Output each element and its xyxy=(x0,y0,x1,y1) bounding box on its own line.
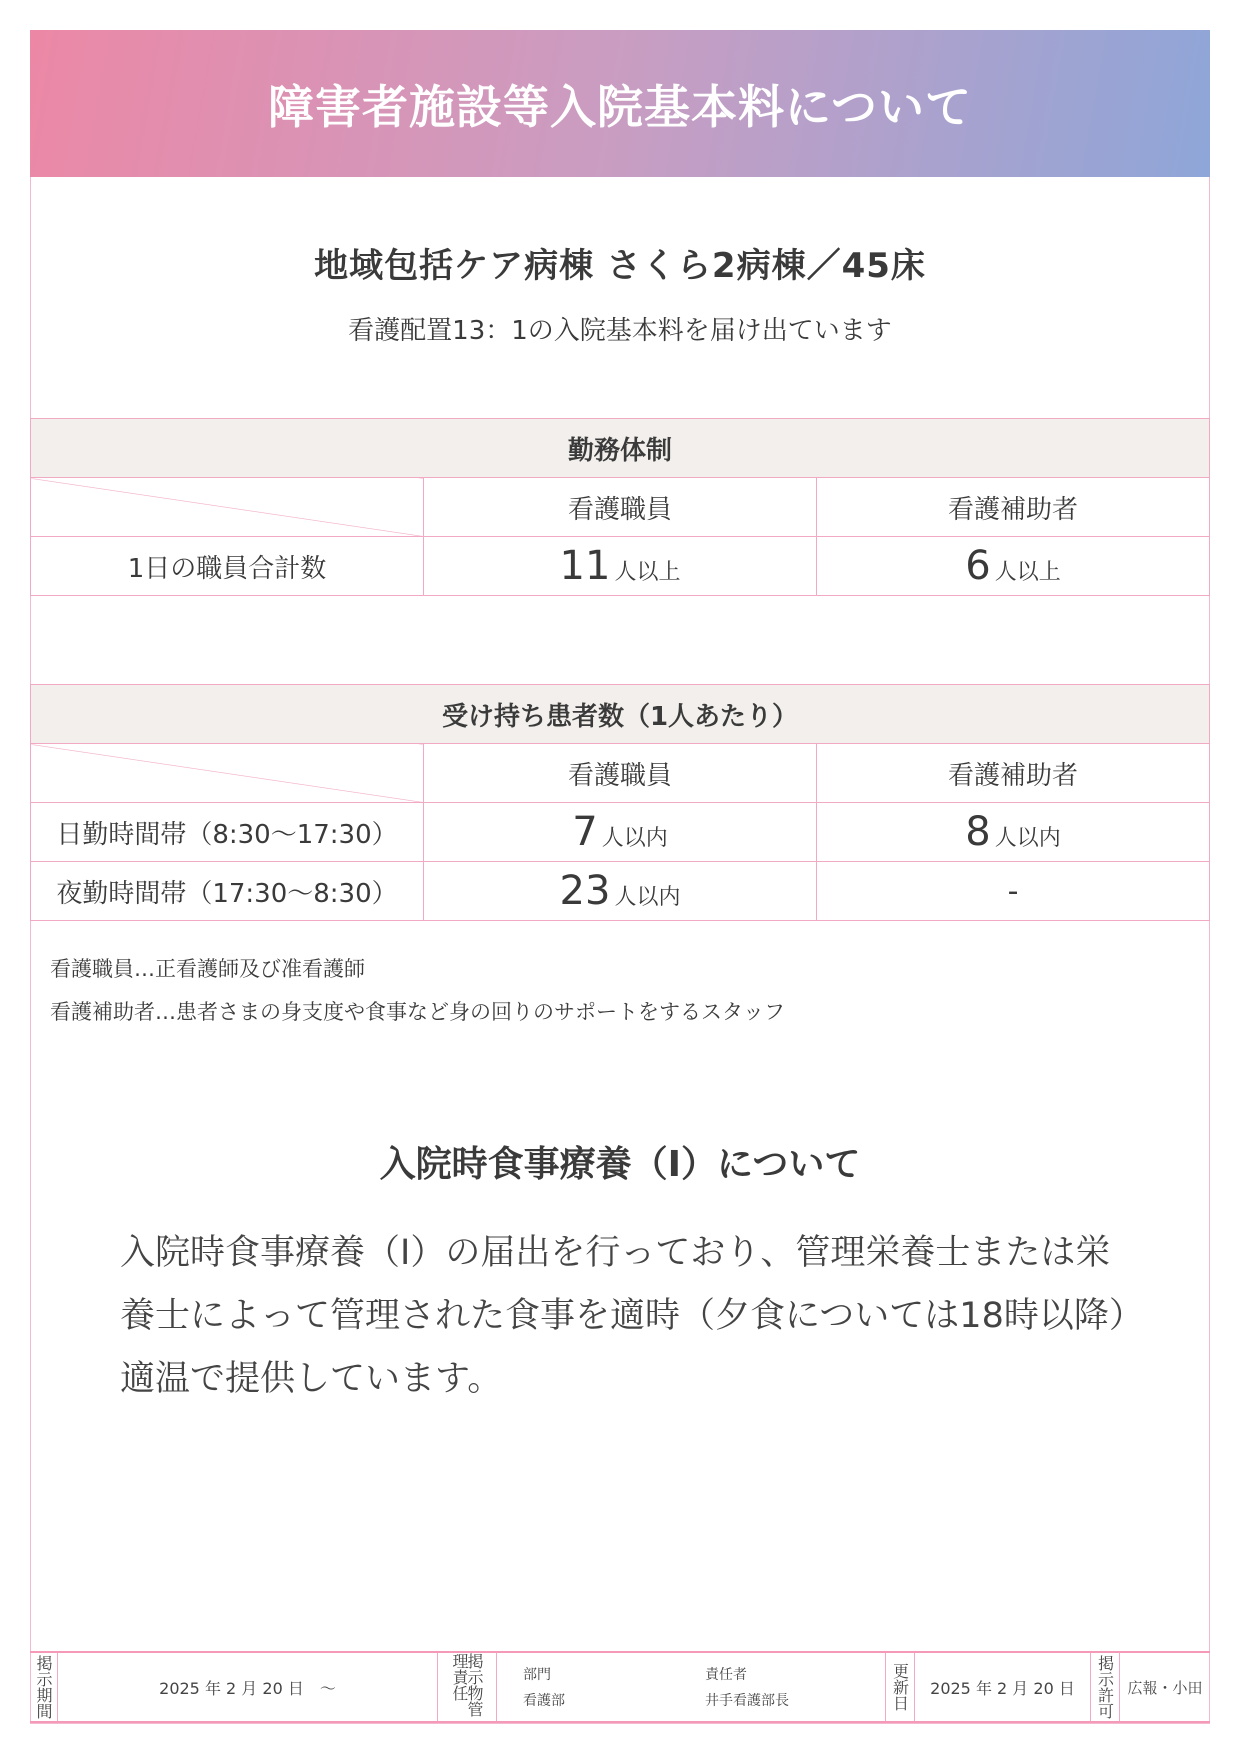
person-label: 責任者 xyxy=(705,1667,747,1683)
col-nurse: 看護職員 xyxy=(424,744,817,803)
meal-body: 入院時食事療養（Ⅰ）の届出を行っており、管理栄養士または栄養士によって管理された食事を適時（夕食については18時以降）適温で提供しています。 xyxy=(120,1233,1127,1399)
value: 6 xyxy=(965,543,991,589)
nurse-count xyxy=(424,803,817,862)
updated-date: 2025 年 2 月 20 日 xyxy=(915,1653,1091,1721)
staffing-table xyxy=(30,418,1210,596)
diagonal-cell xyxy=(31,478,424,537)
patients-table xyxy=(30,684,1210,921)
permit-label: 掲示許可 xyxy=(1091,1653,1120,1721)
note: 看護職員…正看護師及び准看護師 xyxy=(50,957,365,981)
col-nurse: 看護職員 xyxy=(424,478,817,537)
diagonal-cell xyxy=(31,744,424,803)
value: 23 xyxy=(559,868,611,914)
row-label: 日勤時間帯（8:30〜17:30） xyxy=(31,803,424,862)
dept-label: 部門 xyxy=(523,1667,551,1683)
unit: 人以上 xyxy=(994,560,1061,585)
aide-count xyxy=(817,862,1210,921)
aide-count xyxy=(817,537,1210,596)
row-label: 夜勤時間帯（17:30〜8:30） xyxy=(31,862,424,921)
responsible-label: 掲示物管理責任 xyxy=(438,1653,497,1721)
dept: 看護部 xyxy=(523,1693,565,1709)
nurse-count xyxy=(424,862,817,921)
table-row xyxy=(31,862,1210,921)
unit: 人以内 xyxy=(994,826,1061,851)
updated-label: 更新日 xyxy=(886,1653,915,1721)
ward-name: 地域包括ケア病棟 さくら2病棟／45床 xyxy=(314,246,926,286)
nurse-count xyxy=(424,537,817,596)
row-label: 1日の職員合計数 xyxy=(31,537,424,596)
value: 7 xyxy=(572,809,598,855)
responsible xyxy=(497,1653,886,1721)
unit: 人以上 xyxy=(614,560,681,585)
value: 11 xyxy=(559,543,611,589)
page-title: 障害者施設等入院基本料について xyxy=(267,79,973,134)
aide-count xyxy=(817,803,1210,862)
header-banner xyxy=(30,30,1210,177)
notes xyxy=(50,948,785,1034)
patients-caption: 受け持ち患者数（1人あたり） xyxy=(31,685,1210,744)
permit: 広報・小田 xyxy=(1127,1678,1203,1697)
table-row xyxy=(31,803,1210,862)
value: - xyxy=(1007,873,1019,909)
nurse-ratio: 看護配置13：1の入院基本料を届け出ています xyxy=(348,316,892,346)
value: 8 xyxy=(965,809,991,855)
note: 看護補助者…患者さまの身支度や食事など身の回りのサポートをするスタッフ xyxy=(50,1000,785,1024)
staffing-caption: 勤務体制 xyxy=(31,419,1210,478)
meal-title: 入院時食事療養（Ⅰ）について xyxy=(379,1144,861,1185)
person: 井手看護部長 xyxy=(705,1693,789,1709)
col-aide: 看護補助者 xyxy=(817,478,1210,537)
footer-table xyxy=(30,1651,1210,1723)
col-aide: 看護補助者 xyxy=(817,744,1210,803)
unit: 人以内 xyxy=(601,826,668,851)
unit: 人以内 xyxy=(614,885,681,910)
period-label: 掲示期間 xyxy=(30,1653,58,1721)
period: 2025 年 2 月 20 日 〜 xyxy=(58,1653,438,1721)
